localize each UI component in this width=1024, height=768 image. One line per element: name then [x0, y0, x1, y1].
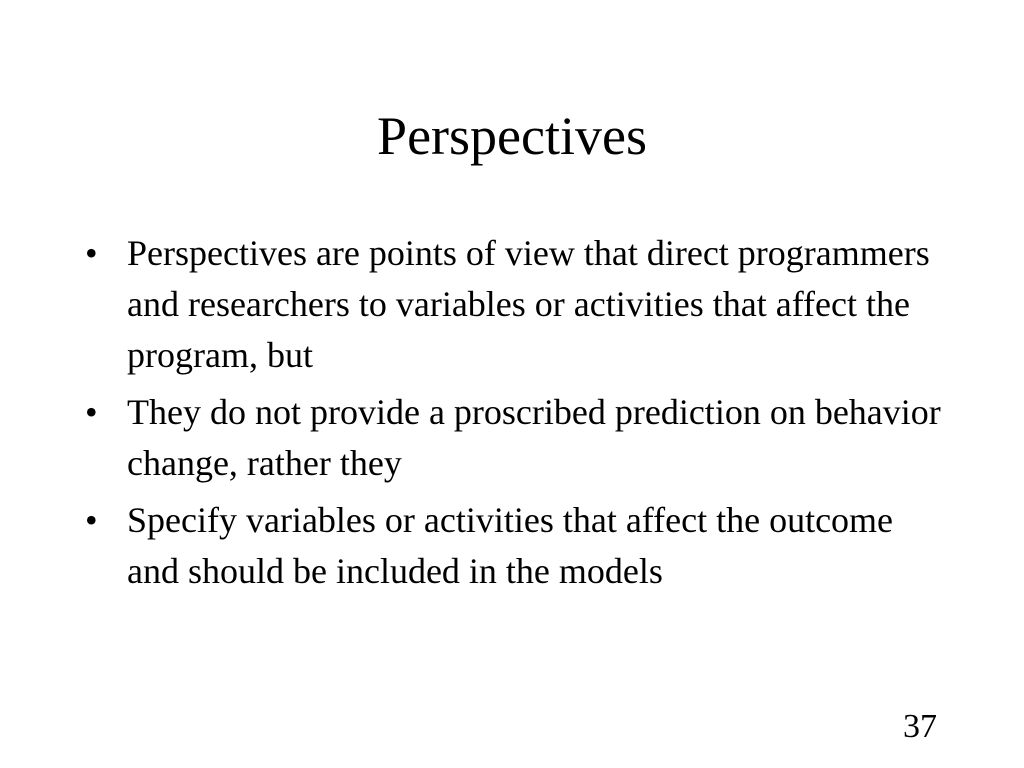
bullet-text: Perspectives are points of view that direct programmers and researchers to variables or activities that affect the program, but	[127, 233, 930, 375]
page-number: 37	[903, 708, 937, 745]
bullet-item	[82, 495, 952, 597]
bullet-item	[82, 387, 952, 489]
bullet-dot: •	[85, 500, 98, 540]
bullet-dot: •	[85, 392, 98, 432]
bullet-item	[82, 228, 952, 381]
bullet-text: Specify variables or activities that affect the outcome and should be included in the models	[127, 500, 894, 591]
slide-title: Perspectives	[377, 106, 647, 166]
bullet-list	[82, 228, 952, 603]
bullet-dot: •	[85, 233, 98, 273]
bullet-text: They do not provide a proscribed prediction on behavior change, rather they	[127, 392, 941, 483]
